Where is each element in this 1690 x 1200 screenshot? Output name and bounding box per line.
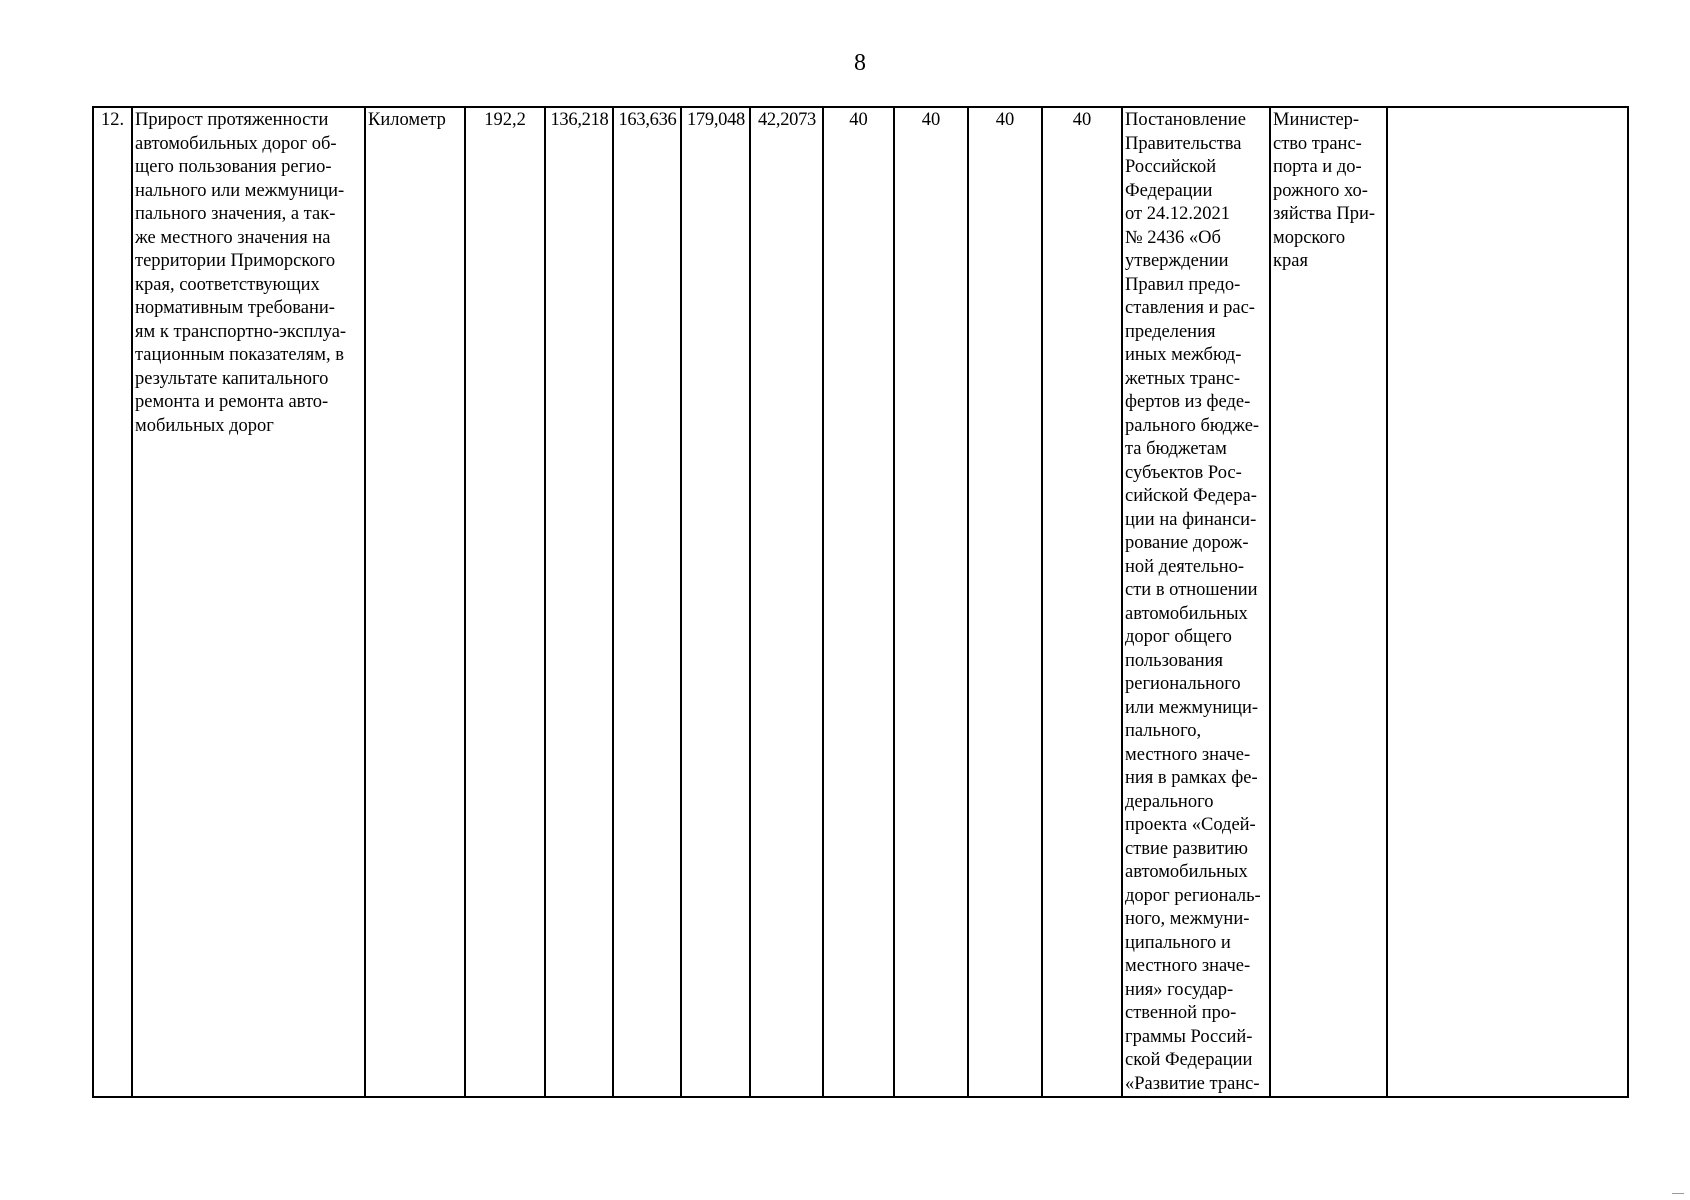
legal-document-cell: Постановление Правительства Российской Федерации от 24.12.2021 № 2436 «Об утверждении Правил предо- ставления и рас- пределения иных межбюд- жетных транс- фертов из феде- рального бюдже- та бюджетам субъектов Рос- сийской Федера- ции на финанси- рование дорож- ной деятельно- сти в отношении автомобильных дорог общего пользования регионального или межмуници- пального, местного значе- ния в рамках фе- дерального проекта «Содей- ствие развитию автомобильных дорог региональ- ного, межмуни- ципального и местного значе- ния» государ- ственной про- граммы Россий- ской Федерации «Развитие транс- xyxy=(1122,107,1270,1097)
scan-corner-mark xyxy=(1672,1193,1684,1194)
page-number: 8 xyxy=(854,50,866,76)
value-cell-7: 40 xyxy=(894,107,968,1097)
table-row xyxy=(93,107,1628,1097)
value-cell-3: 163,636 xyxy=(613,107,681,1097)
extra-info-cell xyxy=(1387,107,1628,1097)
value-cell-5: 42,2073 xyxy=(750,107,823,1097)
value-cell-2: 136,218 xyxy=(545,107,613,1097)
value-cell-6: 40 xyxy=(823,107,894,1097)
responsible-executor-cell: Министер- ство транс- порта и до- рожного хо- зяйства При- морского края xyxy=(1270,107,1387,1097)
value-cell-4: 179,048 xyxy=(681,107,750,1097)
unit-cell: Километр xyxy=(365,107,465,1097)
indicator-name-cell: Прирост протяженности автомобильных дорог об- щего пользования регио- нального или межмуници- пального значения, а так- же местного значения на территории Приморского края, соответствующих нормативным требовани- ям к транспортно-эксплуа- тационным показателям, в результате капитального ремонта и ремонта авто- мобильных дорог xyxy=(132,107,365,1097)
value-cell-9: 40 xyxy=(1042,107,1122,1097)
value-cell-8: 40 xyxy=(968,107,1042,1097)
row-index-cell: 12. xyxy=(93,107,132,1097)
indicator-table xyxy=(92,106,1629,1098)
value-cell-1: 192,2 xyxy=(465,107,545,1097)
